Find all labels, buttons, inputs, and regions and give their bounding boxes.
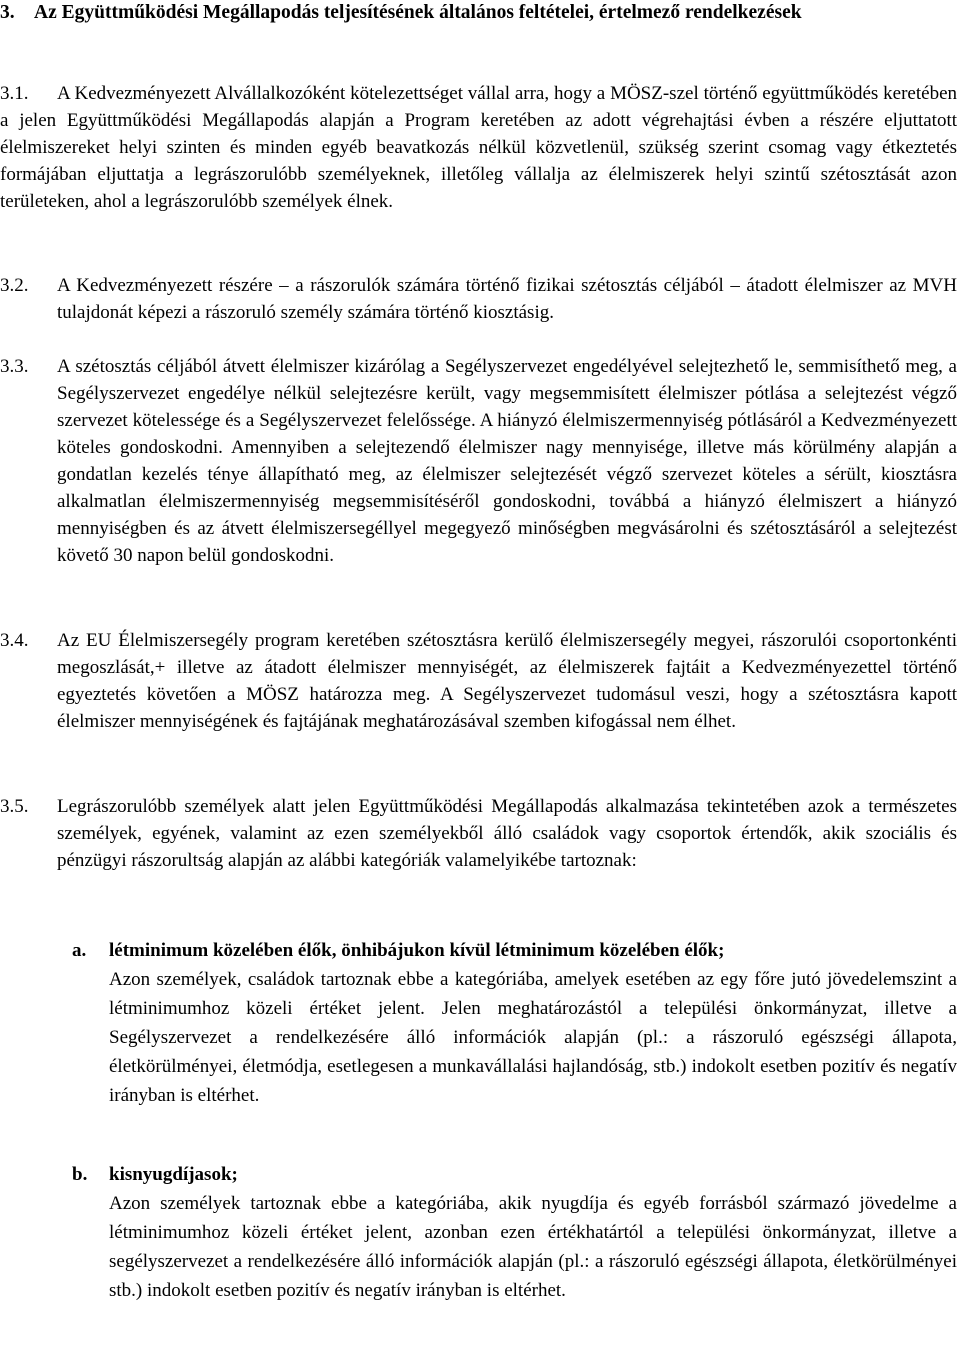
category-title: létminimum közelében élők, önhibájukon kívül létminimum közelében élők; (109, 940, 725, 961)
section-number: 3. (0, 2, 15, 23)
paragraph-text: A szétosztás céljából átvett élelmiszer kizárólag a Segélyszervezet engedélyével selejtezhető le, semmisíthető meg, a Segélyszervezet engedélye nélkül selejtezésre került, vagy megsemmisített élelmiszer pótlása a selejtezést végző szervezet kötelessége és a Segélyszervezet felelőssége. A hiányzó élelmiszermennyiség pótlásáról a Kedvezményezett köteles gondoskodni. Amennyiben a selejtezendő élelmiszer nagy mennyisége, illetve más körülmény alapján a gondatlan kezelés ténye állapítható meg, az élelmiszer selejtezését végző szervezet köteles a sérült, kiosztásra alkalmatlan élelmiszermennyiség megsemmisítéséről gondoskodni, továbbá a hiányzó élelmiszert a hiányzó mennyiségben és az átvett élelmiszersegéllyel megegyező minőségben megvásárolni és szétosztásáról a selejtezést követő 30 napon belül gondoskodni. (57, 356, 957, 566)
section-heading (0, 0, 957, 26)
category-text: Azon személyek tartoznak ebbe a kategóriába, akik nyugdíja és egyéb forrásból származó jövedelme a létminimumhoz közeli értéket jelent, azonban ezen értékhatártól a települési önkormányzat, illetve a segélyszervezet a rendelkezésére álló információk alapján (pl.: a rászoruló egészségi állapota, életkörülményei stb.) indokolt esetben pozitív és negatív irányban is eltérhet. (109, 1193, 957, 1301)
paragraph-text: 3.1. A Kedvezményezett Alvállalkozóként kötelezettséget vállal arra, hogy a MÖSZ-szel történő együttműködés keretében a jelen Együttműködési Megállapodás alapján a Program keretében az adott végrehajtási évben a részére eljuttatott élelmiszereket helyi szinten és minden egyéb beavatkozás nélkül közvetlenül, szükség szerint csomag vagy étkeztetés formájában eljuttatja a legrászorulóbb személyeknek, illetőleg vállalja az élelmiszerek helyi szintű szétosztását azon területeken, ahol a legrászorulóbb személyek élnek. (0, 83, 957, 212)
paragraph-3-1 (0, 80, 957, 215)
paragraph-number: 3.3. (0, 356, 29, 377)
category-text: Azon személyek, családok tartoznak ebbe a kategóriába, amelyek esetében az egy főre jutó jövedelemszint a létminimumhoz közeli értéket jelent. Jelen meghatározástól a települési önkormányzat, illetve a Segélyszervezet a rendelkezésére álló információk alapján (pl.: a rászoruló egészségi állapota, életkörülményei, életmódja, esetlegesen a munkavállalási hajlandóság, stb.) indokolt esetben pozitív és negatív irányban is eltérhet. (109, 969, 957, 1106)
paragraph-number: 3.5. (0, 796, 29, 817)
paragraph-3-5 (0, 793, 957, 874)
paragraph-number: 3.2. (0, 275, 29, 296)
category-a (0, 936, 957, 1110)
paragraph-text: Legrászorulóbb személyek alatt jelen Együttműködési Megállapodás alkalmazása tekintetében azok a természetes személyek, egyének, valamint az ezen személyekből álló családok vagy csoportok értendők, akik szociális és pénzügyi rászorultság alapján az alábbi kategóriák valamelyikébe tartoznak: (57, 796, 957, 871)
category-title: kisnyugdíjasok; (109, 1164, 238, 1185)
paragraph-3-3 (0, 353, 957, 569)
section-title: Az Együttműködési Megállapodás teljesítésének általános feltételei, értelmező rendelkezések (34, 2, 802, 23)
category-letter: b. (72, 1164, 88, 1185)
paragraph-3-2 (0, 272, 957, 326)
paragraph-3-4 (0, 627, 957, 735)
category-b (0, 1160, 957, 1305)
paragraph-text: Az EU Élelmiszersegély program keretében szétosztásra kerülő élelmiszersegély megyei, rászorulói csoportonkénti megoszlását,+ illetve az átadott élelmiszer mennyiségét, az élelmiszerek fajtáit a Kedvezményezettel történő egyeztetés követően a MÖSZ határozza meg. A Segélyszervezet tudomásul veszi, hogy a szétosztásra kapott élelmiszer mennyiségének és fajtájának meghatározásával szemben kifogással nem élhet. (57, 630, 957, 732)
paragraph-body: A Kedvezményezett Alvállalkozóként kötelezettséget vállal arra, hogy a MÖSZ-szel történő együttműködés keretében a jelen Együttműködési Megállapodás alapján a Program keretében az adott végrehajtási évben a részére eljuttatott élelmiszereket helyi szinten és minden egyéb beavatkozás nélkül közvetlenül, szükség szerint csomag vagy étkeztetés formájában eljuttatja a legrászorulóbb személyeknek, illetőleg vállalja az élelmiszerek helyi szintű szétosztását azon területeken, ahol a legrászorulóbb személyek élnek. (0, 83, 957, 212)
paragraph-text: A Kedvezményezett részére – a rászorulók számára történő fizikai szétosztás céljából – átadott élelmiszer az MVH tulajdonát képezi a rászoruló személy számára történő kiosztásig. (57, 275, 957, 323)
category-letter: a. (72, 940, 87, 961)
paragraph-number: 3.4. (0, 630, 29, 651)
